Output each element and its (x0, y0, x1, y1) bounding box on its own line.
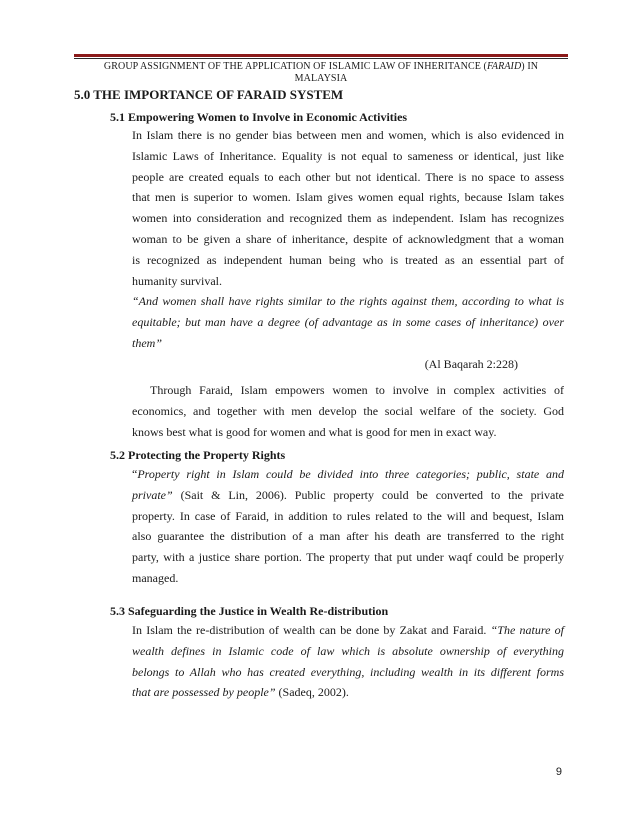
open-quote: “ (132, 467, 138, 481)
page-number: 9 (555, 766, 562, 778)
paragraph-5-1-continued (132, 380, 564, 442)
text-line: managed. (132, 570, 179, 585)
running-header (74, 61, 568, 85)
paragraph-5-1 (132, 125, 564, 291)
quote-line: wealth defines in Islamic code of law which is absolute ownership of everything (132, 643, 564, 658)
quote-line: them” (132, 335, 162, 350)
text-line (132, 464, 564, 485)
header-text-b: ) IN (521, 61, 539, 72)
text-line: Through Faraid, Islam empowers women to involve in complex activities of (150, 383, 564, 397)
citation-text: (Sadeq, 2002). (275, 685, 349, 700)
quote-citation: (Al Baqarah 2:228) (424, 357, 518, 371)
text-line: In Islam there is no gender bias between men and women, which is also evidenced in (132, 128, 564, 142)
header-text-a: GROUP ASSIGNMENT OF THE APPLICATION OF ISLAMIC LAW OF INHERITANCE ( (103, 61, 487, 72)
header-rule-red (74, 54, 568, 57)
quote-text: Property right in Islam could be divided into three categories; public, state and (137, 467, 564, 481)
quote-text: that are possessed by people” (132, 685, 276, 700)
quote-line: “And women shall have rights similar to the rights against them, according to what is (132, 294, 564, 308)
text-line: that men is superior to women. Islam gives women equal rights, because Islam takes (132, 190, 564, 205)
text-line (132, 682, 564, 703)
paragraph-5-2 (132, 464, 564, 589)
text-line: people are created equals to each other but not identical. There is no space to assess (132, 169, 564, 184)
text-line: property. In case of Faraid, in addition to rules related to the will and bequest, Islam (132, 508, 564, 523)
subsection-heading-5-2: 5.2 Protecting the Property Rights (110, 448, 286, 462)
text-line: woman to be given a share of inheritance, despite of acknowledgment that a woman (132, 231, 564, 246)
text-line (132, 485, 564, 506)
paragraph-5-3 (132, 620, 564, 703)
running-header-line1 (74, 61, 568, 73)
text-line: knows best what is good for women and what is good for men in exact way. (132, 424, 497, 439)
header-rule-dark (74, 58, 568, 59)
subsection-heading-5-3: 5.3 Safeguarding the Justice in Wealth Re-distribution (110, 604, 389, 618)
text-line: party, with a justice share portion. The property that put under waqf could be properly (132, 550, 564, 565)
quote-text: “The nature of (490, 623, 564, 637)
running-header-line2: MALAYSIA (294, 73, 348, 84)
text-line: Islamic Laws of Inheritance. Equality is not equal to sameness or identical, just like (132, 148, 564, 163)
text-line: humanity survival. (132, 273, 222, 288)
section-heading: 5.0 THE IMPORTANCE OF FARAID SYSTEM (74, 87, 344, 102)
text-line: economics, and together with men develop the social welfare of the society. God (132, 403, 564, 418)
text-line: is recognized as independent human being who is treated as an essential part of (132, 252, 564, 267)
quote-text: private” (132, 487, 173, 502)
subsection-heading-5-1: 5.1 Empowering Women to Involve in Economic Activities (110, 110, 408, 124)
quote-al-baqarah (132, 291, 564, 353)
quote-line: belongs to Allah who has created everything, including wealth in its different forms (132, 664, 564, 679)
quote-line: equitable; but man have a degree (of advantage as in some cases of inheritance) over (132, 314, 564, 329)
text-line (132, 620, 564, 641)
plain-text: In Islam the re-distribution of wealth can be done by Zakat and Faraid. (132, 623, 491, 637)
text-line: women into consideration and recognized them as independent. Islam has recognizes (132, 211, 564, 226)
text-line: also guarantee the distribution of a man after his death are transferred to the right (132, 529, 564, 544)
citation-text: (Sait & Lin, 2006). Public property could be converted to the private (172, 487, 564, 502)
header-italic-faraid: FARAID (487, 61, 522, 72)
